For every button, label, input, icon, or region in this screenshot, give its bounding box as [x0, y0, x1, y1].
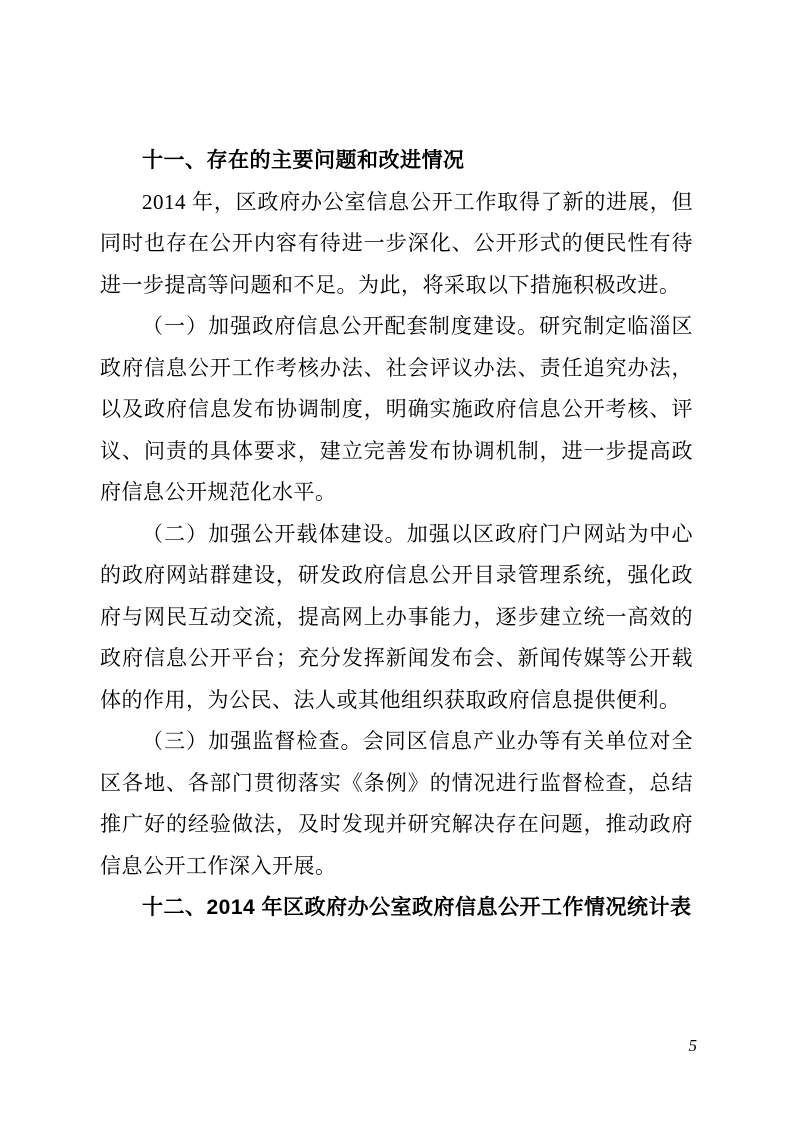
section-heading-problems-improvements: 十一、存在的主要问题和改进情况 — [142, 149, 465, 172]
paragraph-measure-2-disclosure-carriers: （二）加强公开载体建设。加强以区政府门户网站为中心的政府网站群建设，研发政府信息公开目录管理系统，强化政府与网民互动交流，提高网上办事能力，逐步建立统一高效的政府信息公开平台；充分发挥新闻发布会、新闻传媒等公开载体的作用，为公民、法人或其他组织获取政府信息提供便利。 — [100, 521, 693, 712]
paragraph-intro: 2014 年，区政府办公室信息公开工作取得了新的进展，但同时也存在公开内容有待进一步深化、公开形式的便民性有待进一步提高等问题和不足。为此，将采取以下措施积极改进。 — [100, 189, 693, 297]
paragraph-measure-1-supporting-systems: （一）加强政府信息公开配套制度建设。研究制定临淄区政府信息公开工作考核办法、社会评议办法、责任追究办法，以及政府信息发布协调制度，明确实施政府信息公开考核、评议、问责的具体要求，建立完善发布协调机制，进一步提高政府信息公开规范化水平。 — [100, 314, 693, 504]
document-body — [100, 140, 693, 929]
section-heading-statistics-table: 十二、2014 年区政府办公室政府信息公开工作情况统计表 — [142, 896, 692, 919]
paragraph-measure-3-supervision-inspection: （三）加强监督检查。会同区信息产业办等有关单位对全区各地、各部门贯彻落实《条例》的情况进行监督检查，总结推广好的经验做法，及时发现并研究解决存在问题，推动政府信息公开工作深入开展。 — [100, 729, 693, 878]
page-number: 5 — [688, 1036, 697, 1055]
